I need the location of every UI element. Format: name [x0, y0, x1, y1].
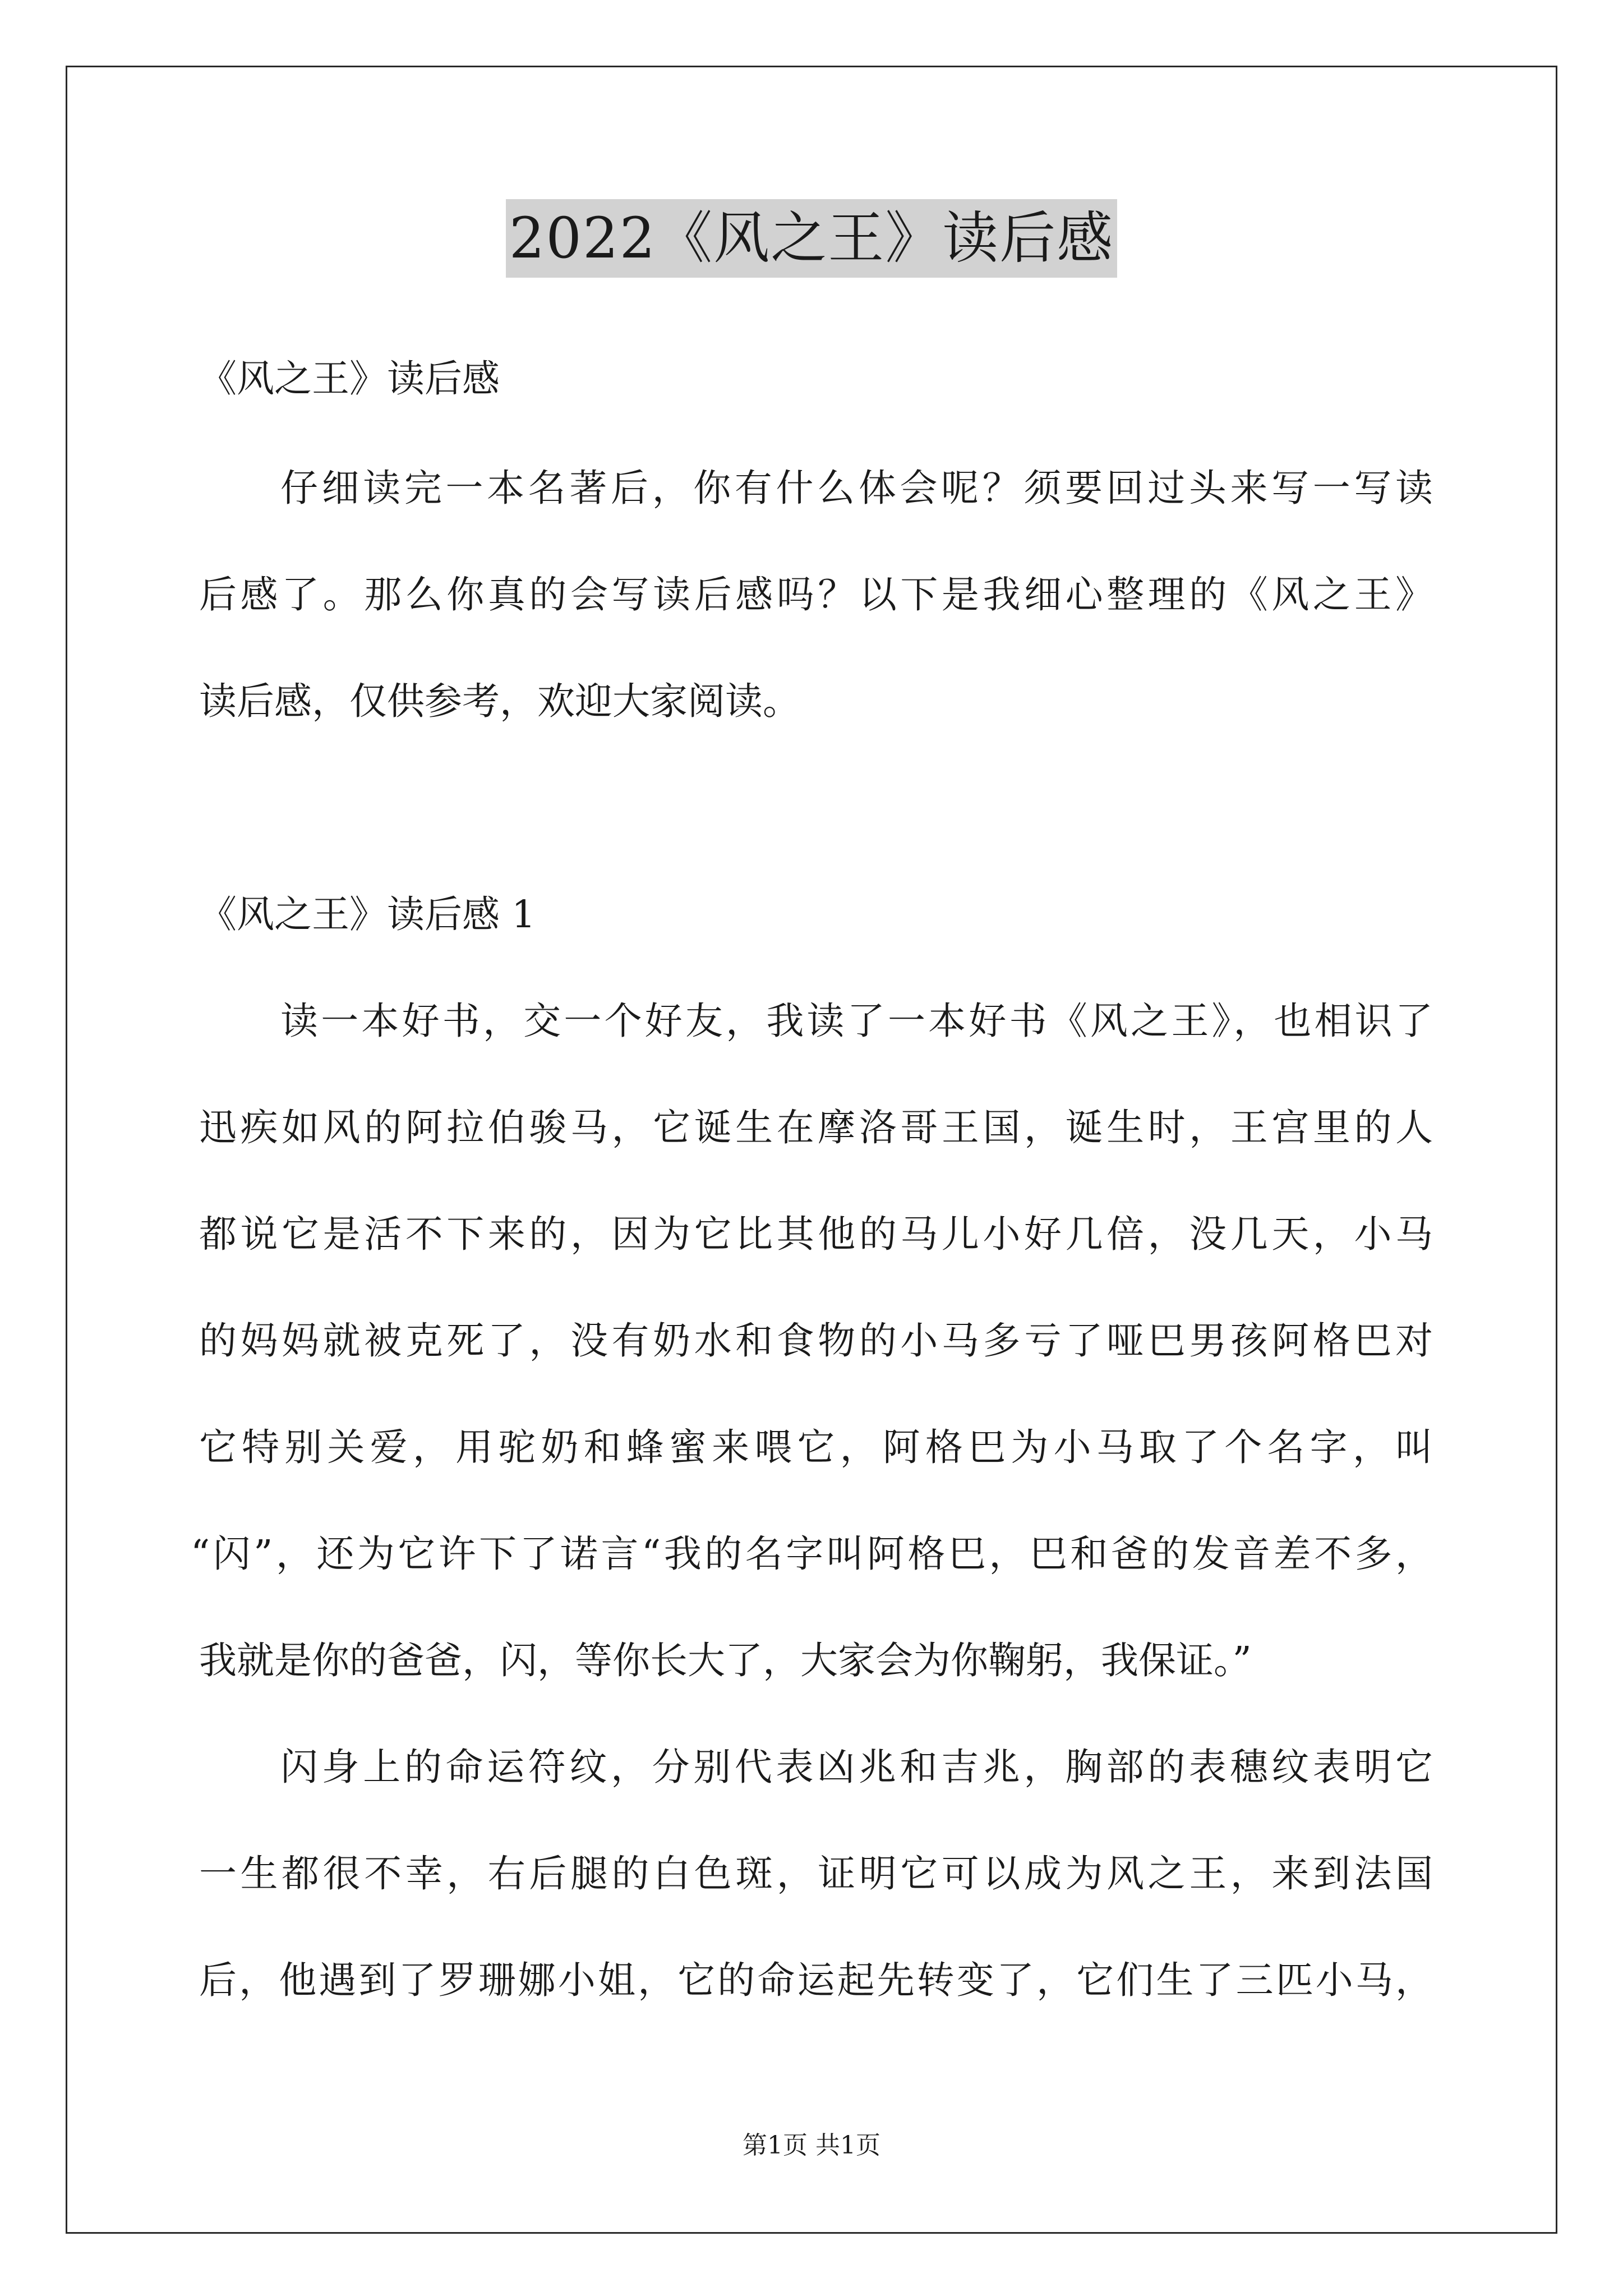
body-line-8: 闪身上的命运符纹，分别代表凶兆和吉兆，胸部的表穗纹表明它 — [280, 1745, 1433, 1789]
document-title: 2022《风之王》读后感 — [506, 199, 1118, 278]
body-line-4: 的妈妈就被克死了，没有奶水和食物的小马多亏了哑巴男孩阿格巴对 — [199, 1319, 1433, 1363]
body-line-2: 迅疾如风的阿拉伯骏马，它诞生在摩洛哥王国，诞生时，王宫里的人 — [199, 1106, 1433, 1149]
body-line-3: 都说它是活不下来的，因为它比其他的马儿小好几倍，没几天，小马 — [199, 1212, 1433, 1256]
page-footer: 第1页 共1页 — [743, 2131, 880, 2160]
body-line-7: 我就是你的爸爸，闪，等你长大了，大家会为你鞠躬，我保证。” — [199, 1639, 1252, 1682]
intro-line-2: 后感了。那么你真的会写读后感吗？以下是我细心整理的《风之王》 — [199, 573, 1433, 616]
intro-line-3: 读后感，仅供参考，欢迎大家阅读。 — [199, 679, 800, 723]
body-line-6: “闪”，还为它许下了诺言“我的名字叫阿格巴，巴和爸的发音差不多， — [191, 1532, 1433, 1576]
title-container — [0, 199, 1623, 278]
body-line-1: 读一本好书，交一个好友，我读了一本好书《风之王》，也相识了 — [280, 999, 1433, 1043]
subtitle: 《风之王》读后感 — [199, 357, 500, 401]
body-line-10: 后，他遇到了罗珊娜小姐，它的命运起先转变了，它们生了三匹小马， — [199, 1958, 1433, 2002]
body-line-5: 它特别关爱，用驼奶和蜂蜜来喂它，阿格巴为小马取了个名字，叫 — [199, 1425, 1433, 1469]
section-heading: 《风之王》读后感 1 — [199, 892, 536, 936]
intro-line-1: 仔细读完一本名著后，你有什么体会呢？须要回过头来写一写读 — [280, 466, 1433, 510]
body-line-9: 一生都很不幸，右后腿的白色斑，证明它可以成为风之王，来到法国 — [199, 1852, 1433, 1895]
